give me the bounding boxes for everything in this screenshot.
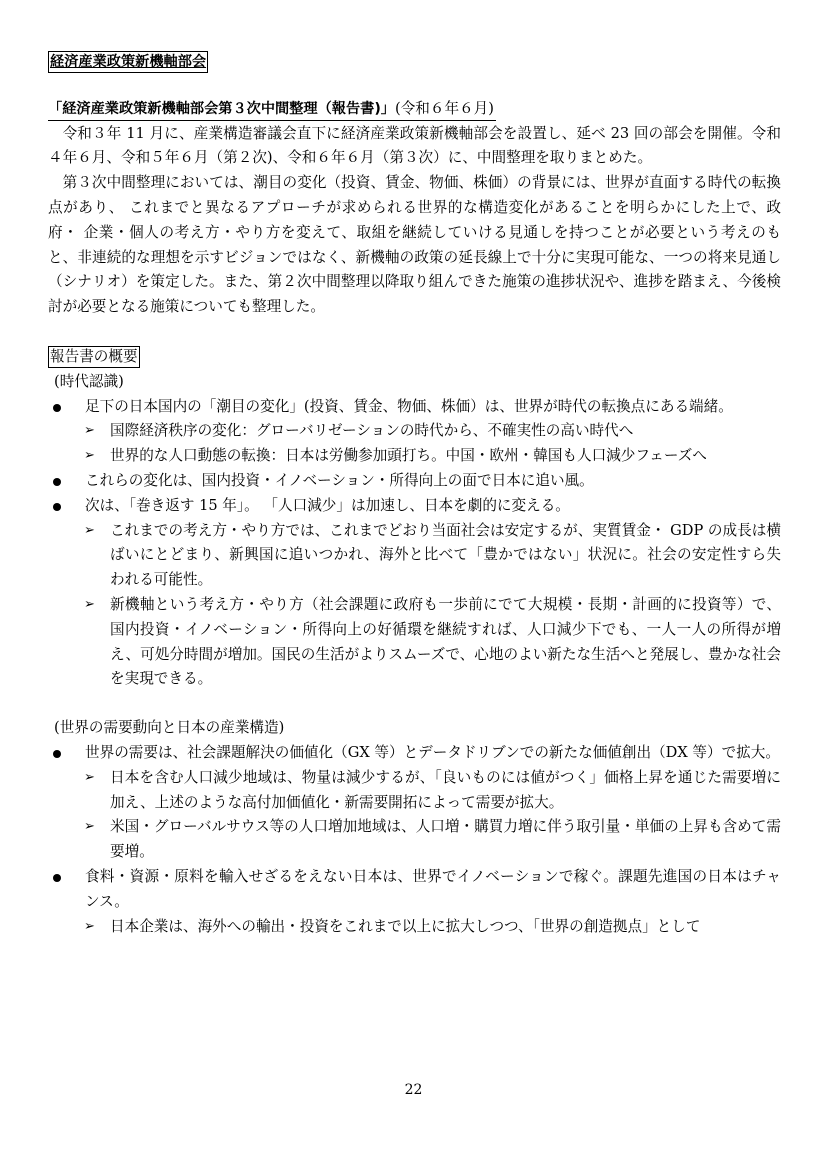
item-text: 次は、「巻き返す 15 年」。 「人口減少」は加速し、日本を劇的に変える。 [85,496,570,514]
report-date: (令和６年６月) [395,99,494,117]
bullet-item [48,469,781,494]
sub-bullet-item [48,444,781,469]
bullet-dot-icon [53,503,61,511]
report-title: 「経済産業政策新機軸部会第３次中間整理（報告書)」 [48,100,395,117]
bullet-dot-icon [53,750,61,758]
section-heading: 経済産業政策新機軸部会 [48,51,208,73]
sub-bullet-item [48,815,781,865]
item-text: 世界的な人口動態の転換：日本は労働参加頭打ち。中国・欧州・韓国も人口減少フェーズへ [110,447,707,465]
section-label-demand: (世界の需要動向と日本の産業構造) [54,719,285,737]
arrow-bullet-icon: ➢ [84,423,95,439]
item-text: 国際経済秩序の変化：グローバリゼーションの時代から、不確実性の高い時代へ [110,422,634,440]
bullet-item [48,741,781,766]
era-list [48,395,781,693]
section-label-era: (時代認識) [54,372,124,390]
paragraph-1: 令和３年 11 月に、産業構造審議会直下に経済産業政策新機軸部会を設置し、延べ 23 回の部会を開催。令和４年６月、令和５年６月（第２次)、令和６年６月（第３次）に、中間整理を取りまとめた。 [48,124,781,167]
sub-bullet-item [48,519,781,593]
arrow-bullet-icon: ➢ [84,918,95,934]
bullet-dot-icon [53,478,61,486]
bullet-item [48,395,781,420]
sub-bullet-item [48,915,781,940]
arrow-bullet-icon: ➢ [84,819,95,835]
sub-bullet-item [48,419,781,444]
report-title-line [48,98,496,121]
arrow-bullet-icon: ➢ [84,448,95,464]
bullet-dot-icon [53,404,61,412]
item-text: 世界の需要は、社会課題解決の価値化（GX 等）とデータドリブンでの新たな価値創出（DX 等）で拡大。 [85,743,780,761]
sub-bullet-item [48,766,781,816]
item-text: 足下の日本国内の「潮目の変化」(投資、賃金、物価、株価）は、世界が時代の転換点にある端緒。 [85,397,733,415]
item-text: 食料・資源・原料を輸入せざるをえない日本は、世界でイノベーションで稼ぐ。課題先進国の日本はチャンス。 [85,867,781,910]
item-text: 日本企業は、海外への輸出・投資をこれまで以上に拡大しつつ、「世界の創造拠点」として [110,917,701,935]
bullet-item [48,865,781,915]
page-number: 22 [404,1082,423,1098]
item-text: 米国・グローバルサウス等の人口増加地域は、人口増・購買力増に伴う取引量・単価の上昇も含めて需要増。 [110,818,781,861]
item-text: これらの変化は、国内投資・イノベーション・所得向上の面で日本に追い風。 [85,471,594,489]
item-text: 日本を含む人口減少地域は、物量は減少するが、「良いものには値がつく」価格上昇を通じた需要増に加え、上述のような高付加価値化・新需要開拓によって需要が拡大。 [110,768,781,811]
item-text: これまでの考え方・やり方では、これまでどおり当面社会は安定するが、実質賃金・ GDP の成長は横ばいにとどまり、新興国に追いつかれ、海外と比べて「豊かではない」状況に。社会の安定性すら失われる可能性。 [110,521,781,589]
document-page [48,50,781,939]
bullet-item [48,494,781,519]
paragraph-2: 第３次中間整理においては、潮目の変化（投資、賃金、物価、株価）の背景には、世界が直面する時代の転換点があり、 これまでと異なるアプローチが求められる世界的な構造変化があることを明らかにした上で、政府・ 企業・個人の考え方・やり方を変えて、取組を継続していける見通しを持つことが必要という考えのもと、非連続的な理想を示すビジョンではなく、新機軸の政策の延長線上で十分に実現可能な、一つの将来見通し（シナリオ）を策定した。また、第２次中間整理以降取り組んできた施策の進捗状況や、進捗を踏まえ、今後検討が必要となる施策についても整理した。 [48,174,781,316]
sub-bullet-item [48,593,781,692]
demand-list [48,741,781,939]
arrow-bullet-icon: ➢ [84,769,95,785]
arrow-bullet-icon: ➢ [84,522,95,538]
arrow-bullet-icon: ➢ [84,596,95,612]
summary-label: 報告書の概要 [48,346,140,368]
item-text: 新機軸という考え方・やり方（社会課題に政府も一歩前にでて大規模・長期・計画的に投資等）で、国内投資・イノベーション・所得向上の好循環を継続すれば、人口減少下でも、一人一人の所得が増え、可処分時間が増加。国民の生活がよりスムーズで、心地のよい新たな生活へと発展し、豊かな社会を実現できる。 [110,595,781,688]
bullet-dot-icon [53,874,61,882]
